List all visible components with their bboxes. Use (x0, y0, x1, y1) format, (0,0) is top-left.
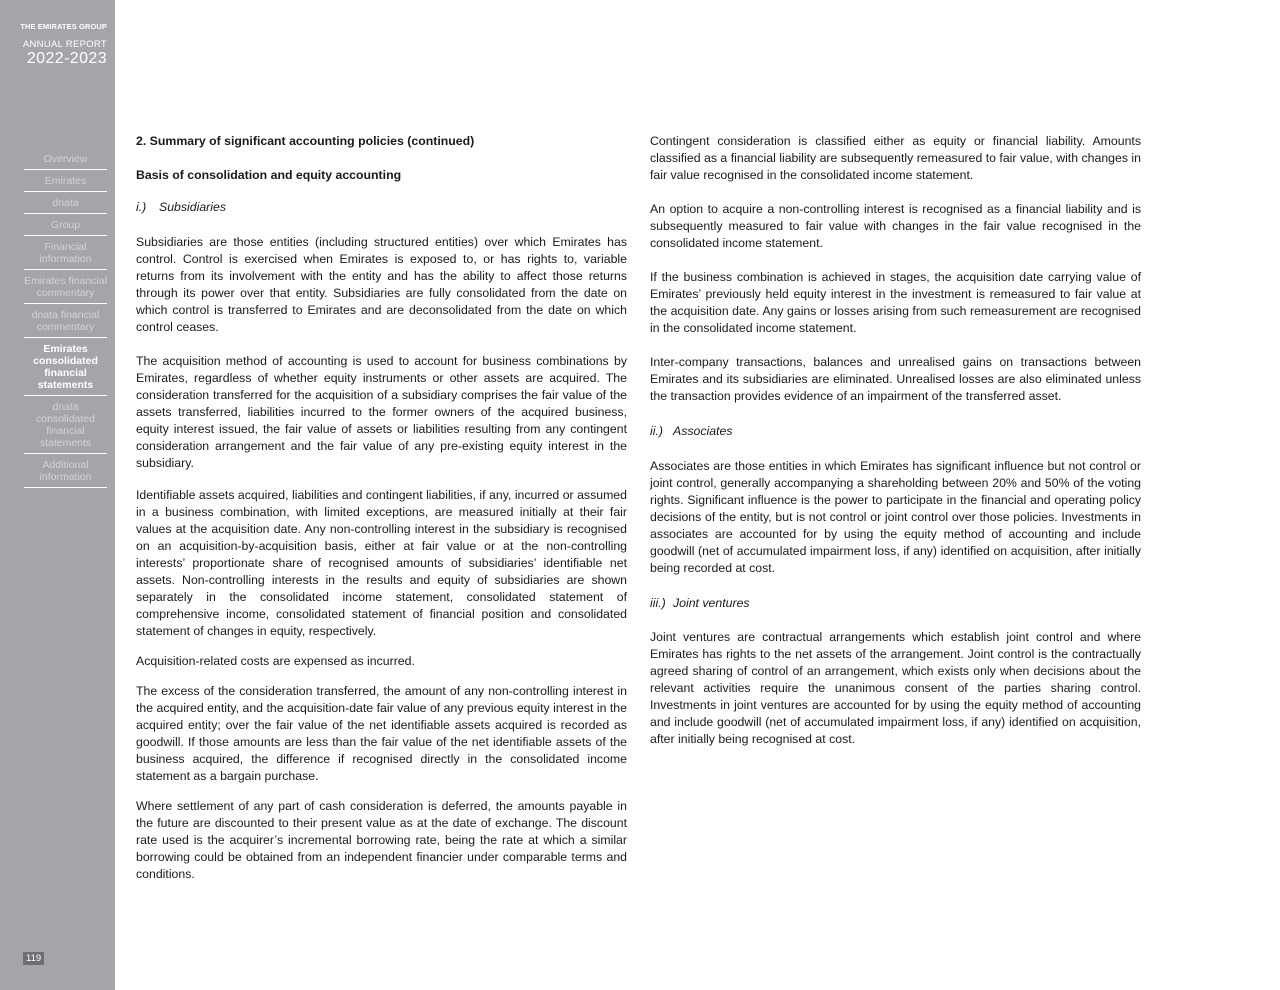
report-year: 2022-2023 (26, 50, 107, 67)
subsidiaries-paragraph-7: Contingent consideration is classified either as equity or financial liability. Amounts classified as a financial liability are subsequently remeasured to fair value, with changes in fair value recognised in the consolidated income statement. (650, 134, 1141, 182)
associates-heading-number: ii.) (650, 424, 663, 438)
associates-heading-text: Associates (673, 424, 733, 438)
nav-item-additional-information[interactable]: Additional information (24, 454, 107, 488)
nav-item-group[interactable]: Group (24, 214, 107, 236)
subsidiaries-paragraph-10: Inter-company transactions, balances and unrealised gains on transactions between Emirates and its subsidiaries are eliminated. Unrealised losses are also eliminated unless the transaction provides evidence of an impairment of the transferred asset. (650, 355, 1141, 403)
subsidiaries-heading-text: Subsidiaries (159, 200, 226, 214)
subsection-title: Basis of consolidation and equity accounting (136, 168, 402, 182)
sidebar-nav (24, 148, 107, 488)
subsidiaries-paragraph-4: Acquisition-related costs are expensed as incurred. (136, 654, 415, 668)
subsidiaries-paragraph-2: The acquisition method of accounting is used to account for business combinations by Emirates, regardless of whether equity instruments or other assets are acquired. The consideration transferred for the acquisition of a subsidiary comprises the fair value of the assets transferred, liabilities incurred to the former owners of the acquired business, equity interest issued, the fair value of assets or liabilities resulting from any contingent consideration arrangement and the fair value of any pre-existing equity interest in the subsidiary. (136, 354, 627, 470)
content-right-column (650, 133, 1141, 748)
subsidiaries-paragraph-5: The excess of the consideration transferred, the amount of any non-controlling interest in the acquired entity, and the acquisition-date fair value of any previous equity interest in the acquired entity; over the fair value of the net identifiable assets acquired is recorded as goodwill. If those amounts are less than the fair value of the net identifiable assets of the business acquired, the difference if recognised directly in the consolidated income statement as a bargain purchase. (136, 684, 627, 783)
subsidiaries-paragraph-9: If the business combination is achieved in stages, the acquisition date carrying value of Emirates’ previously held equity interest in the investment is remeasured to fair value at the acquisition date. Any gains or losses arising from such remeasurement are recognised in the consolidated income statement. (650, 270, 1141, 335)
subsidiaries-paragraph-1: Subsidiaries are those entities (including structured entities) over which Emirates has control. Control is exercised when Emirates is exposed to, or has rights to, variable returns from its involvement with the entity and has the ability to affect those returns through its power over that entity. Subsidiaries are fully consolidated from the date on which control is transferred to Emirates and are deconsolidated from the date on which control ceases. (136, 235, 627, 334)
associates-paragraph-1: Associates are those entities in which Emirates has significant influence but not control or joint control, generally accompanying a shareholding between 20% and 50% of the voting rights. Significant influence is the power to participate in the financial and operating policy decisions of the entity, but is not control or joint control over those policies. Investments in associates are accounted for by using the equity method of accounting and include goodwill (net of accumulated impairment loss, if any) identified on acquisition, after initially being recorded at cost. (650, 459, 1141, 575)
subsidiaries-heading-number: i.) (136, 200, 147, 214)
joint-ventures-paragraph-1: Joint ventures are contractual arrangements which establish joint control and where Emirates has rights to the net assets of the arrangement. Joint control is the contractually agreed sharing of control of an arrangement, which exists only when decisions about the relevant activities require the unanimous consent of the parties sharing control. Investments in joint ventures are accounted for by using the equity method of accounting and include goodwill (net of accumulated impairment loss, if any) identified on acquisition, after initially being recognised at cost. (650, 630, 1141, 746)
sidebar (0, 0, 115, 990)
joint-ventures-heading (650, 595, 1141, 612)
nav-item-emirates-financial-commentary[interactable]: Emirates financial commentary (24, 270, 107, 304)
subsidiaries-paragraph-3: Identifiable assets acquired, liabilities and contingent liabilities, if any, incurred or assumed in a business combination, with limited exceptions, are measured initially at their fair values at the acquisition date. Any non-controlling interest in the subsidiary is recognised on an acquisition-by-acquisition basis, either at fair value or at the non-controlling interests’ proportionate share of recognised amounts of subsidiaries’ identifiable net assets. Non-controlling interests in the results and equity of subsidiaries are shown separately in the consolidated income statement, consolidated statement of comprehensive income, consolidated statement of financial position and consolidated statement of changes in equity, respectively. (136, 488, 627, 638)
page-number: 119 (23, 952, 44, 965)
section-title: 2. Summary of significant accounting policies (continued) (136, 134, 475, 148)
content-left-column (136, 133, 627, 883)
subsidiaries-paragraph-8: An option to acquire a non-controlling interest is recognised as a financial liability and is subsequently measured to fair value with changes in the fair value recognised in the consolidated income statement. (650, 202, 1141, 250)
subsidiaries-heading (136, 199, 627, 216)
nav-item-emirates[interactable]: Emirates (24, 170, 107, 192)
group-name: THE EMIRATES GROUP (20, 22, 107, 31)
report-label: ANNUAL REPORT (22, 39, 107, 50)
nav-item-dnata[interactable]: dnata (24, 192, 107, 214)
nav-item-dnata-financial-commentary[interactable]: dnata financial commentary (24, 304, 107, 338)
subsidiaries-paragraph-6: Where settlement of any part of cash consideration is deferred, the amounts payable in the future are discounted to their present value as at the date of exchange. The discount rate used is the acquirer’s incremental borrowing rate, being the rate at which a similar borrowing could be obtained from an independent financier under comparable terms and conditions. (136, 799, 627, 881)
joint-ventures-heading-number: iii.) (650, 596, 666, 610)
nav-item-dnata-consolidated-statements[interactable]: dnata consolidated financial statements (24, 396, 107, 454)
associates-heading (650, 423, 1141, 440)
nav-item-overview[interactable]: Overview (24, 148, 107, 170)
nav-item-financial-information[interactable]: Financial information (24, 236, 107, 270)
nav-item-emirates-consolidated-statements[interactable]: Emirates consolidated financial statements (24, 338, 107, 396)
joint-ventures-heading-text: Joint ventures (673, 596, 750, 610)
